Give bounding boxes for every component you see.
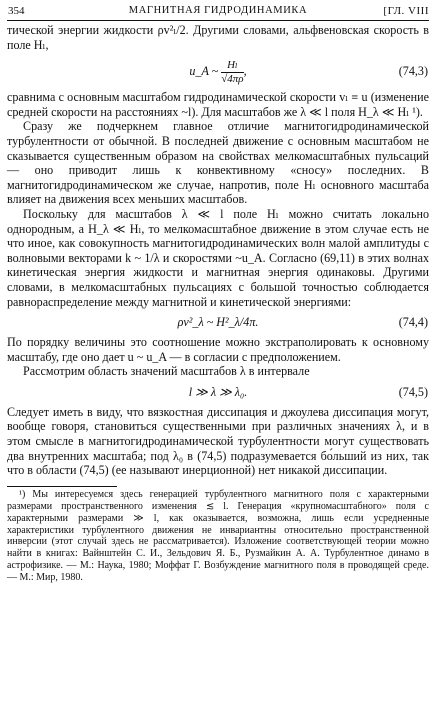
equation-trail: , — [243, 64, 247, 79]
chapter-label: [ГЛ. VIII — [383, 5, 429, 17]
fraction-numerator: Hₗ — [221, 59, 243, 73]
equation-number: (74,5) — [398, 384, 428, 399]
fraction-denominator: √4πρ — [221, 72, 244, 85]
paragraph: Сразу же подчеркнем главное отличие магнитогидродинамической турбулентности от обычной. В последней движение с основным масштабом не сказывается существенным образом на свойствах мелкомасштабных пульсаций — оно приводит лишь к конвективному «сносу» последних. В магнитогидродинамическом же случае, напротив, поле Hₗ основного масштаба влияет на движения всех меньших масштабов. — [7, 119, 429, 207]
equation-74-3 — [7, 54, 429, 88]
equation-lhs: u_A ~ — [189, 64, 219, 79]
footnote-text: ¹) Мы интересуемся здесь генерацией турбулентного магнитного поля с характерными размерами пространственного изменения ≲ l. Генерация «крупномасштабного» поля с характерными размерами ≫ l, как оказывается, возможна, лишь если усредненные характеристики турбулентного движения не инвариантны относительно пространственной инверсии (этот случай здесь не рассматривается). Изложение соответствующей теории можно найти в книгах: Вайнштейн С. И., Зельдович Я. Б., Рузмайкин А. А. Турбулентное динамо в астрофизике. — М.: Наука, 1980; Моффат Г. Возбуждение магнитного поля в проводящей среде. — М.: Мир, 1980. — [7, 488, 429, 584]
paragraph: По порядку величины это соотношение можно экстраполировать к основному масштабу, где оно дает u ~ u_A — в согласии с предположением. — [7, 335, 429, 364]
paragraph: Рассмотрим область значений масштабов λ в интервале — [23, 364, 310, 379]
paragraph: сравнима с основным масштабом гидродинамической скорости vₗ ≡ u (изменение средней скорости на расстояниях ~l). Для масштабов же λ ≪ l поля H_λ ≪ Hₗ ¹). — [7, 90, 429, 119]
paragraph: тической энергии жидкости ρv²ₗ/2. Другими словами, альфвеновская скорость в поле Hₗ, — [7, 23, 429, 52]
fraction — [221, 59, 243, 86]
page-number: 354 — [8, 5, 25, 17]
running-header — [7, 4, 429, 21]
equation-expression: ρv²_λ ~ H²_λ/4π. — [177, 315, 259, 330]
equation-74-5 — [7, 382, 429, 402]
equation-74-4 — [7, 312, 429, 332]
equation-expression — [7, 54, 429, 88]
equation-number: (74,4) — [398, 315, 428, 330]
running-title: МАГНИТНАЯ ГИДРОДИНАМИКА — [128, 5, 308, 16]
equation-expression: l ≫ λ ≫ λ₀. — [188, 384, 248, 399]
footnote-separator — [7, 486, 117, 487]
paragraph: Следует иметь в виду, что вязкостная диссипация и джоулева диссипация могут, вообще говоря, становиться существенными при различных значениях λ, и в этом смысле в магнитогидродинамической турбулентности могут существовать два внутренних масштаба; под λ₀ в (74,5) подразумевается бо́льший из них, так что в области (74,5) (ее называют инерционной) нет никакой диссипации. — [7, 404, 429, 478]
paragraph: Поскольку для масштабов λ ≪ l поле Hₗ можно считать локально однородным, а H_λ ≪ Hₗ, то мелкомасштабное движение в этом случае есть не что иное, как совокупность магнитогидродинамических волн малой амплитуды с волновыми векторами k ~ 1/λ и скоростями ~u_A. Согласно (69,11) в этих волнах кинетическая энергия жидкости и магнитная энергия одинаковы. Другими словами, в мелкомасштабных пульсациях с большой точностью соблюдается равнораспределение между магнитной и кинетической энергиями: — [7, 206, 429, 309]
footnote — [7, 489, 429, 584]
equation-number: (74,3) — [398, 64, 428, 79]
